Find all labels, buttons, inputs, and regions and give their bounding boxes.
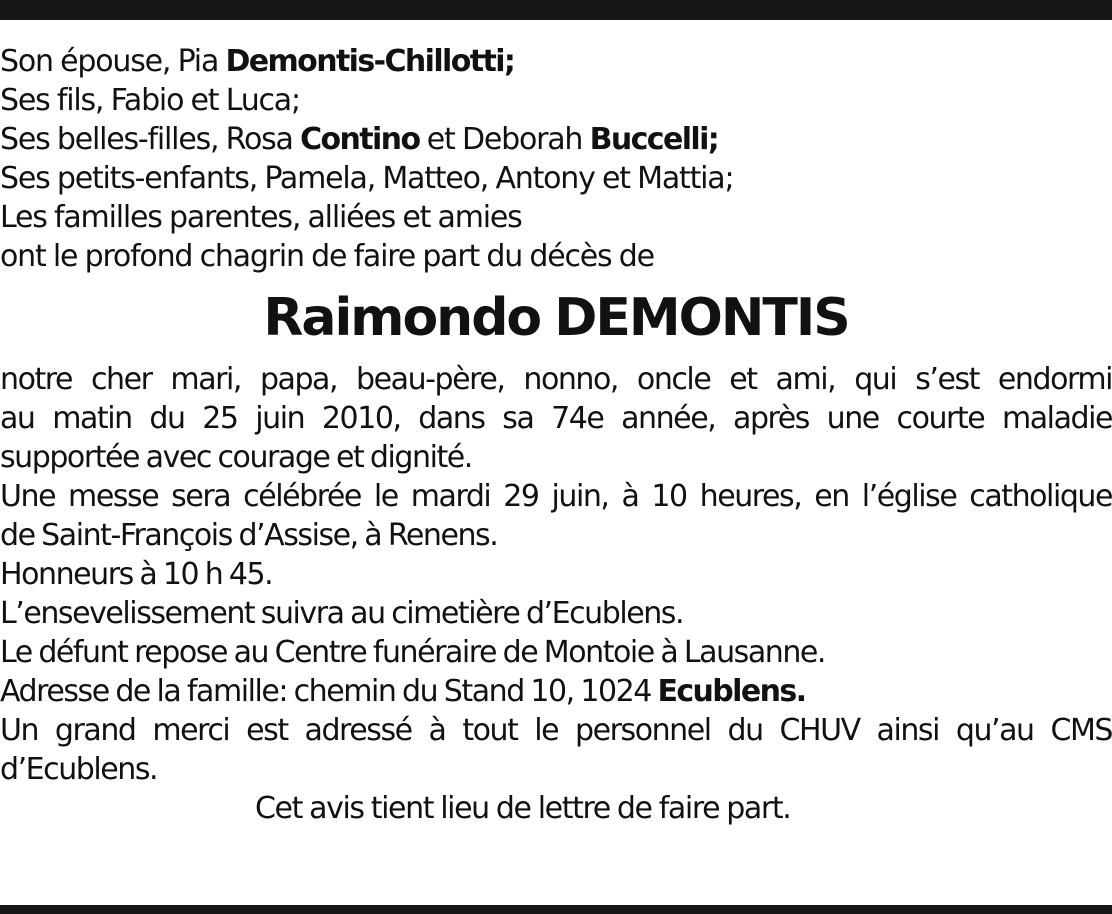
intro-line-sons: Ses fils, Fabio et Luca; — [0, 83, 300, 118]
repose-line: Le défunt repose au Centre funéraire de Montoie à Lausanne. — [0, 635, 826, 670]
bottom-border-rule — [0, 905, 1112, 914]
deceased-name-heading: Raimondo DEMONTIS — [263, 288, 849, 348]
family-address-line — [0, 672, 1112, 711]
closing-note: Cet avis tient lieu de lettre de faire part. — [255, 791, 791, 826]
daughter-in-law-surname-1: Contino — [300, 122, 420, 157]
mass-info-line-1: Une messe sera célébrée le mardi 29 juin, à 10 heures, en l’église catholique — [0, 479, 1112, 514]
honours-line: Honneurs à 10 h 45. — [0, 557, 273, 592]
obituary-notice — [0, 42, 1112, 828]
spouse-surname: Demontis-Chillotti; — [225, 44, 515, 79]
body-line-1: notre cher mari, papa, beau-père, nonno, oncle et ami, qui s’est endormi — [0, 362, 1112, 397]
intro-line-daughters-text: Ses belles-filles, Rosa — [0, 122, 301, 157]
burial-line: L’ensevelissement suivra au cimetière d’Ecublens. — [0, 596, 684, 631]
top-border-rule — [0, 0, 1112, 20]
intro-line-families: Les familles parentes, alliées et amies — [0, 200, 522, 235]
body-line-2: au matin du 25 juin 2010, dans sa 74e année, après une courte maladie — [0, 401, 1112, 436]
family-address-town: Ecublens. — [657, 674, 806, 709]
intro-line-announcement: ont le profond chagrin de faire part du décès de — [0, 239, 654, 274]
daughter-in-law-surname-2: Buccelli; — [589, 122, 719, 157]
intro-line-grandchildren: Ses petits-enfants, Pamela, Matteo, Antony et Mattia; — [0, 161, 734, 196]
thanks-line-2: d’Ecublens. — [0, 752, 158, 787]
thanks-line-1: Un grand merci est adressé à tout le personnel du CHUV ainsi qu’au CMS — [0, 713, 1112, 748]
body-line-3: supportée avec courage et dignité. — [0, 440, 472, 475]
family-address-text: Adresse de la famille: chemin du Stand 10, 1024 — [0, 674, 658, 709]
intro-line-daughters-connector: et Deborah — [419, 122, 590, 157]
intro-line-spouse — [0, 42, 1112, 81]
intro-line-daughters-in-law — [0, 120, 1112, 159]
intro-line-spouse-text: Son épouse, Pia — [0, 44, 226, 79]
mass-info-line-2: de Saint-François d’Assise, à Renens. — [0, 518, 498, 553]
